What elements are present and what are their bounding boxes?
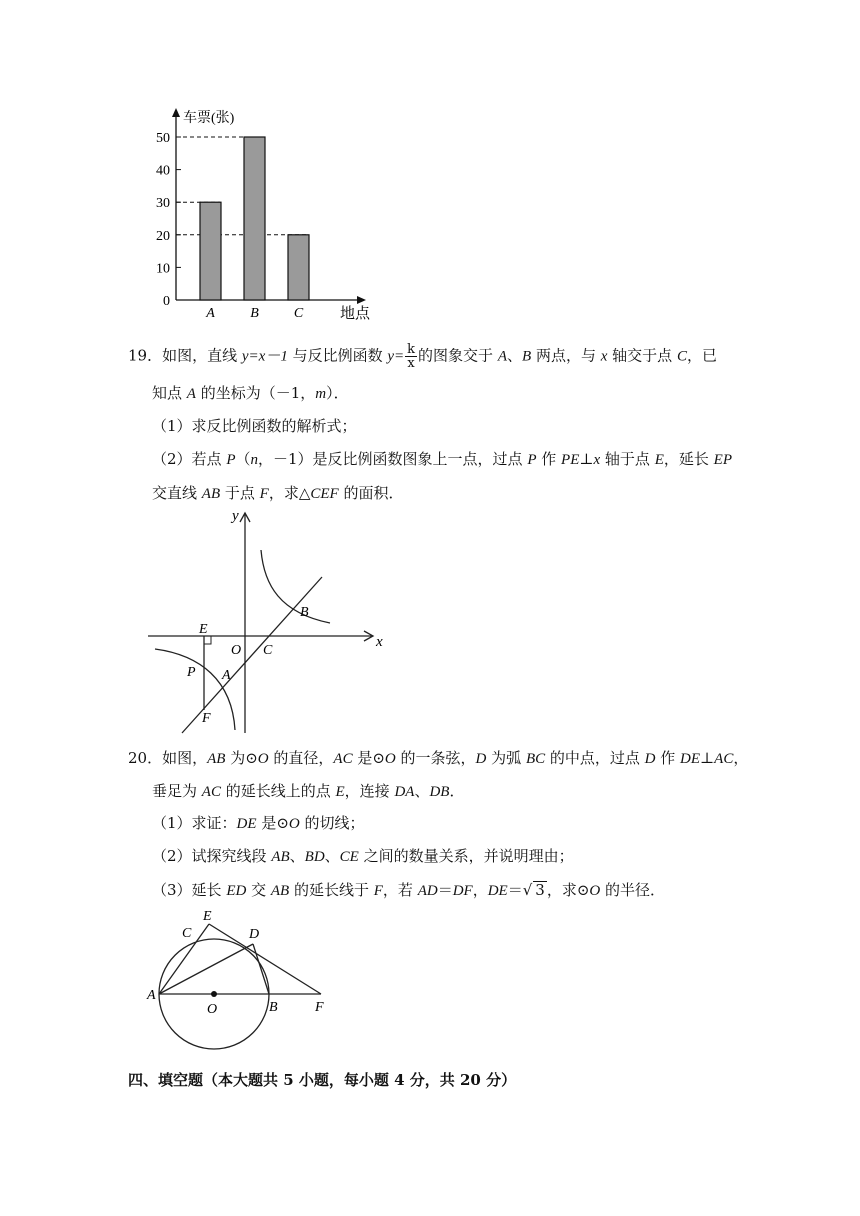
q20-text: 、 [414, 782, 430, 800]
fig-label-b: B [300, 605, 309, 620]
q20-text: ，若 [382, 881, 418, 899]
q19-line-2 [152, 383, 349, 404]
q20-text: 为⊙ [225, 749, 258, 767]
y-tick-label: 50 [156, 131, 170, 146]
y-tick-label: 10 [156, 261, 170, 277]
q20-figure [143, 906, 343, 1056]
q19-text: 轴交于点 [607, 346, 677, 365]
segment-label: BD [304, 849, 325, 865]
q20-text: 的半径． [600, 881, 666, 899]
fig-label-c: C [263, 643, 273, 658]
q19-text: ⊥ [579, 450, 594, 468]
q19-text: ，－1）是反比例函数图象上一点，过点 [258, 450, 528, 468]
q19-text: 与反比例函数 [287, 346, 388, 365]
fraction-k-over-x [405, 343, 417, 370]
segment-label: ED [226, 883, 247, 899]
segment-label: AC [333, 751, 353, 767]
q19-text: 如图，直线 [162, 346, 242, 365]
q19-equation: y=x－1 [241, 348, 288, 365]
fig-label-o: O [231, 643, 242, 658]
bar-A [200, 202, 221, 300]
q20-line-2 [152, 781, 464, 802]
point-label: F [373, 883, 383, 899]
arc-label: BC [525, 751, 546, 767]
q20-part-2 [152, 846, 574, 867]
q20-text: （3）延长 [152, 881, 227, 899]
point-label: P [527, 452, 537, 468]
segment-label: AB [271, 849, 290, 865]
y-tick-label: 0 [163, 294, 170, 309]
x-axis-arrow [357, 296, 366, 304]
fig-label-e: E [203, 909, 212, 924]
point-label: D [644, 751, 656, 767]
q20-text: 的中点，过点 [545, 749, 645, 767]
x-category-label: A [206, 306, 215, 321]
q20-text: ，连接 [344, 782, 395, 800]
point-label: O [257, 751, 269, 767]
q19-text: 知点 [152, 384, 187, 402]
segment-label: AC [201, 784, 221, 800]
fig-label-x: x [376, 634, 383, 650]
q20-text: 、 [289, 847, 305, 865]
q20-text: 的直径， [268, 749, 334, 767]
sqrt-sign: √ [522, 881, 533, 899]
segment-label: AC [714, 751, 734, 767]
q19-part-2-cont [152, 483, 404, 504]
variable: m [315, 386, 327, 402]
x-category-label: C [293, 306, 304, 321]
segment-db [253, 944, 269, 994]
q20-text: 的一条弦， [395, 749, 476, 767]
q20-text: 的延长线上的点 [220, 782, 336, 800]
fig-label-a: A [222, 668, 231, 683]
fraction-denominator: x [407, 356, 415, 371]
triangle-label: CEF [310, 486, 339, 502]
q20-text: （1）求证： [152, 814, 237, 832]
point-label: O [589, 883, 601, 899]
q20-line-1 [128, 748, 748, 769]
q19-text: 轴于点 [600, 450, 655, 468]
q20-text: 交 [246, 881, 271, 899]
q20-text: 垂足为 [152, 782, 202, 800]
q19-text: （2）若点 [152, 450, 227, 468]
q19-line-1 [128, 343, 717, 370]
q19-text: 的坐标为（－1， [195, 384, 316, 402]
sqrt-radicand: 3 [535, 881, 545, 899]
q20-text: 是⊙ [352, 749, 385, 767]
fig-label-o: O [207, 1002, 218, 1017]
q20-text: （2）试探究线段 [152, 847, 272, 865]
x-category-label: B [250, 306, 259, 321]
q20-text: 如图， [162, 749, 208, 767]
point-label: O [288, 816, 300, 832]
q20-text: 、 [324, 847, 340, 865]
segment-label: DA [394, 784, 415, 800]
q19-number: 19． [128, 346, 163, 365]
q19-text: ，已 [686, 346, 717, 365]
q19-text: 于点 [220, 484, 260, 502]
point-label: D [475, 751, 487, 767]
segment-label: DE [680, 751, 701, 767]
q19-text: 、 [507, 346, 523, 365]
fraction-numerator: k [407, 342, 416, 357]
bar-B [244, 137, 265, 300]
q20-text: 是⊙ [256, 814, 289, 832]
point-label: E [654, 452, 664, 468]
y-tick-label: 30 [156, 196, 170, 212]
q20-text: 作 [655, 749, 681, 767]
fig-label-f: F [315, 1000, 324, 1015]
q19-text: （ [235, 450, 251, 468]
segment-label: AB [207, 751, 226, 767]
q19-text: ，求△ [268, 484, 311, 502]
segment-ad [159, 944, 253, 994]
y-tick-label: 40 [156, 163, 170, 179]
q19-figure [140, 505, 390, 735]
center-point [211, 991, 217, 997]
point-label: A [497, 348, 507, 365]
q19-text: 作 [536, 450, 562, 468]
q20-part-3 [152, 880, 665, 901]
fig-label-p: P [187, 665, 196, 680]
q20-text: ． [449, 782, 465, 800]
hyperbola-branch-upper [261, 550, 330, 623]
x-axis-label: 地点 [340, 306, 371, 322]
variable: n [250, 452, 258, 468]
q19-text: 的图象交于 [418, 346, 498, 365]
segment-label: AD [417, 883, 438, 899]
fig-label-f: F [202, 711, 211, 726]
q20-text: 为弧 [486, 749, 526, 767]
segment-label: AB [201, 486, 221, 502]
fig-label-d: D [249, 927, 260, 942]
right-angle-mark [204, 636, 211, 644]
point-label: C [676, 348, 687, 365]
y-axis-arrow [172, 108, 180, 117]
fig-label-e: E [199, 622, 208, 637]
segment-label: DF [452, 883, 473, 899]
variable: x [600, 348, 608, 365]
point-label: A [186, 386, 196, 402]
bar-C [288, 235, 309, 300]
q19-text: 的面积． [338, 484, 404, 502]
q20-text: 的切线； [299, 814, 365, 832]
q20-text: ＝ [507, 881, 523, 899]
q19-part-2 [152, 449, 732, 470]
y-axis-label: 车票(张) [183, 111, 235, 126]
bar-chart [140, 100, 390, 325]
fig-label-y: y [232, 508, 239, 524]
point-label: E [335, 784, 345, 800]
segment-label: DE [236, 816, 257, 832]
variable: x [593, 452, 601, 468]
point-label: O [384, 751, 396, 767]
q20-text: ⊥ [700, 749, 715, 767]
q20-text: 之间的数量关系，并说明理由； [358, 847, 574, 865]
point-label: B [522, 348, 532, 365]
segment-label: DE [487, 883, 508, 899]
y-tick-label: 20 [156, 228, 170, 244]
q20-text: ＝ [437, 881, 453, 899]
fig-label-c: C [182, 926, 192, 941]
segment-label: CE [339, 849, 359, 865]
q20-text: ， [472, 881, 488, 899]
q20-text: ， [733, 749, 749, 767]
segment-label: DB [429, 784, 450, 800]
q19-text: 交直线 [152, 484, 202, 502]
q20-text: 的延长线于 [289, 881, 374, 899]
q20-part-1 [152, 813, 365, 834]
q19-text: 两点，与 [531, 346, 601, 365]
segment-label: AB [270, 883, 290, 899]
section-4-title: 四、填空题（本大题共 5 小题，每小题 4 分，共 20 分） [128, 1071, 517, 1089]
q19-equation: y= [387, 348, 405, 365]
section-heading [128, 1070, 516, 1090]
line-ab [182, 577, 322, 733]
q19-text: ）． [326, 384, 349, 402]
fig-label-b: B [269, 1000, 278, 1015]
q19-text: ，延长 [663, 450, 714, 468]
point-label: P [226, 452, 236, 468]
segment-label: EP [713, 452, 732, 468]
segment-label: PE [561, 452, 580, 468]
q19-part-1-text: （1）求反比例函数的解析式； [152, 417, 357, 435]
q19-part-1 [152, 416, 357, 436]
q20-text: ，求⊙ [546, 881, 590, 899]
q20-number: 20． [128, 749, 163, 767]
fig-label-a: A [147, 988, 156, 1003]
point-label: F [259, 486, 269, 502]
